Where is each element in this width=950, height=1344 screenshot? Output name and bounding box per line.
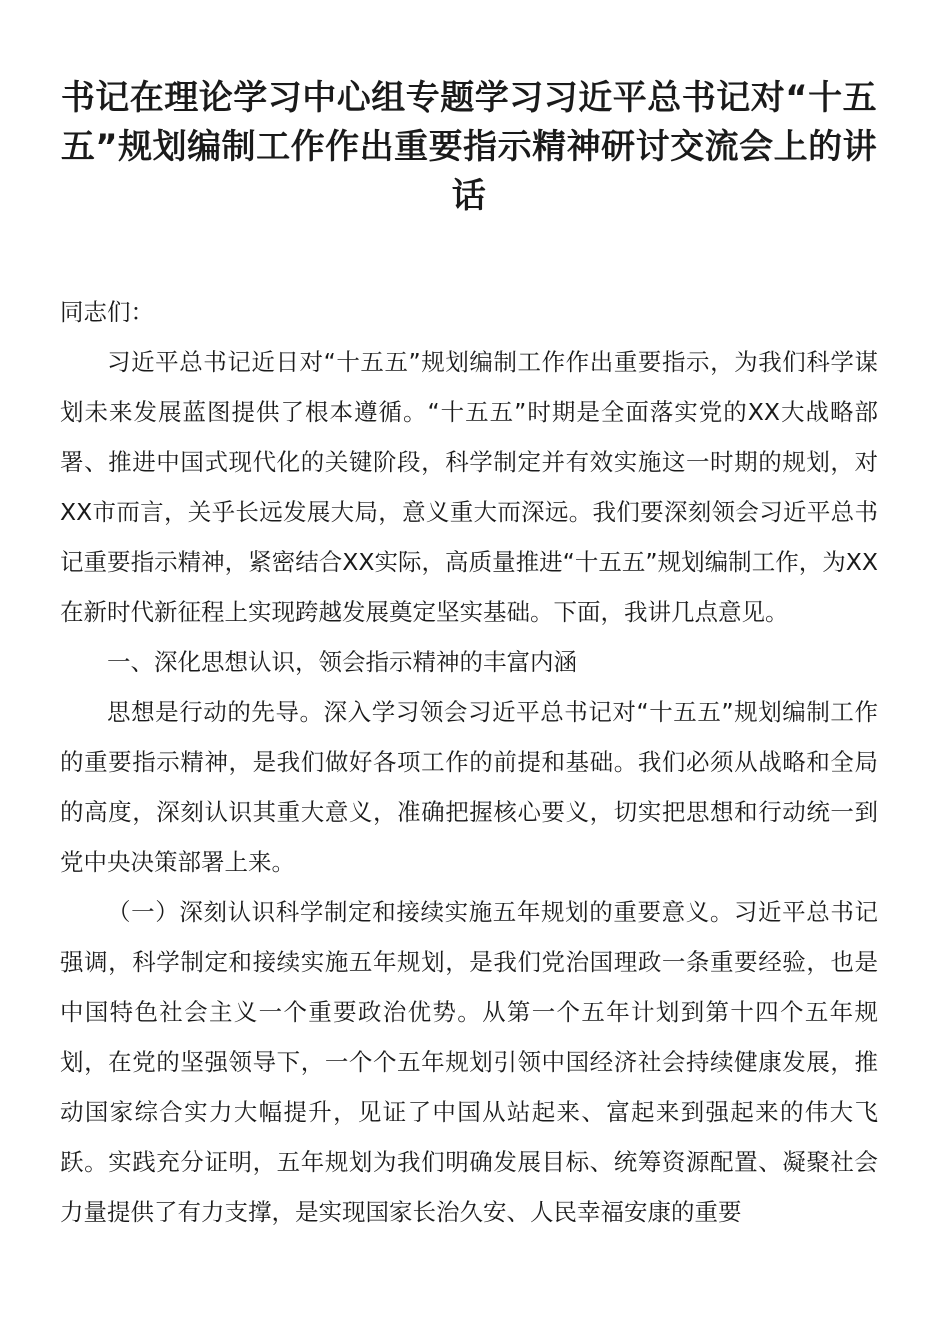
paragraph-subsection-1: （一）深刻认识科学制定和接续实施五年规划的重要意义。习近平总书记强调，科学制定和接续实施五年规划，是我们党治国理政一条重要经验，也是中国特色社会主义一个重要政治优势。从第一个五年计划到第十四个五年规划，在党的坚强领导下，一个个五年规划引领中国经济社会持续健康发展，推动国家综合实力大幅提升，见证了中国从站起来、富起来到强起来的伟大飞跃。实践充分证明，五年规划为我们明确发展目标、统筹资源配置、凝聚社会力量提供了有力支撑，是实现国家长治久安、人民幸福安康的重要 — [60, 898, 878, 1226]
salutation: 同志们： — [60, 298, 154, 326]
paragraph-section-1-lead: 思想是行动的先导。深入学习领会习近平总书记对“十五五”规划编制工作的重要指示精神，是我们做好各项工作的前提和基础。我们必须从战略和全局的高度，深刻认识其重大意义，准确把握核心要义，切实把思想和行动统一到党中央决策部署上来。 — [60, 698, 878, 876]
paragraph-intro: 习近平总书记近日对“十五五”规划编制工作作出重要指示，为我们科学谋划未来发展蓝图提供了根本遵循。“十五五”时期是全面落实党的XX大战略部署、推进中国式现代化的关键阶段，科学制定并有效实施这一时期的规划，对XX市而言，关乎长远发展大局，意义重大而深远。我们要深刻领会习近平总书记重要指示精神，紧密结合XX实际，高质量推进“十五五”规划编制工作，为XX在新时代新征程上实现跨越发展奠定坚实基础。下面，我讲几点意见。 — [60, 348, 878, 626]
section-heading-1: 一、深化思想认识，领会指示精神的丰富内涵 — [107, 648, 577, 676]
document-title: 书记在理论学习中心组专题学习习近平总书记对“十五五”规划编制工作作出重要指示精神研讨交流会上的讲话 — [60, 78, 878, 216]
document-body — [60, 287, 878, 1237]
